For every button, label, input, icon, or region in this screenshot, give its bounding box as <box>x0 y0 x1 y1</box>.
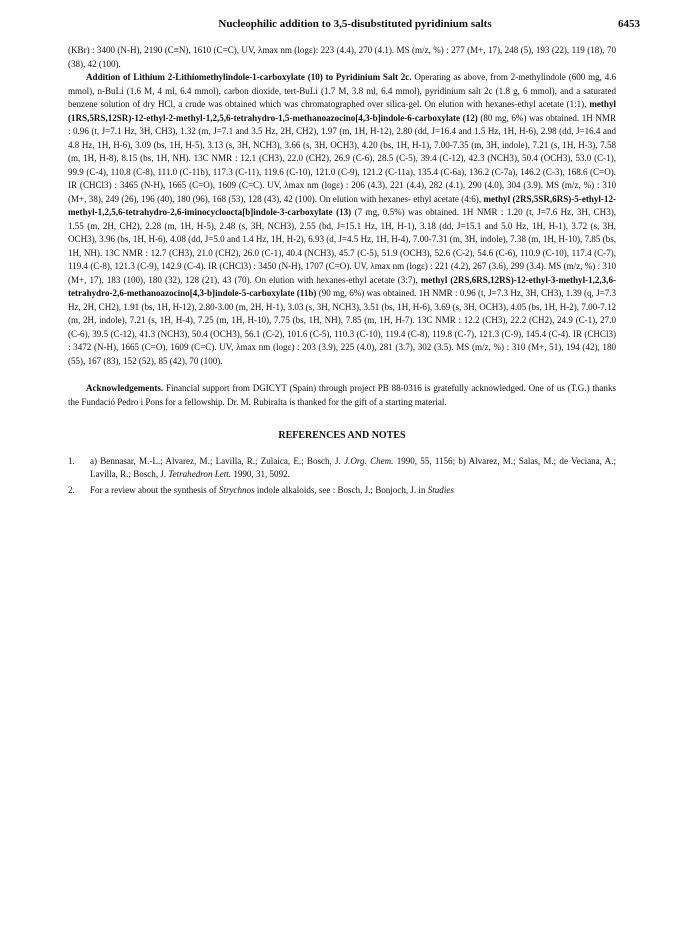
spectral-data-paragraph: (KBr) : 3400 (N-H), 2190 (C≡N), 1610 (C=C), UV, λmax nm (logε): 223 (4.4), 270 (4.1). MS (m/z, %) : 277 (M+, 17), 248 (5), 193 (22), 119 (18), 70 (38), 42 (100). <box>68 45 616 69</box>
experimental-paragraph <box>68 71 616 368</box>
section-heading: Addition of Lithium 2-Lithiomethylindole-1-carboxylate (10) to Pyridinium Salt 2c. <box>86 72 412 82</box>
acknowledgements-text: Financial support from DGICYT (Spain) through project PB 88-0316 is gratefully acknowledged. One of us (T.G.) thanks the Fundació Pedro i Pons for a fellowship. Dr. M. Rubiralta is thanked for the gift of a starting material. <box>68 383 616 407</box>
page-number: 6453 <box>618 18 640 30</box>
reference-number: 2. <box>68 484 75 495</box>
paragraph-text: (7 mg, 0.5%) was obtained. 1H NMR : 1.20 (t, J=7.6 Hz, 3H, CH3), 1.55 (m, 2H, CH2), 2.28 (m, 1H, H-5), 2.48 (s, 3H, NCH3), 2.55 (bd, J=15.1 Hz, 1H, H-1), 3.18 (dd, J=15.1 and 5.0 Hz, 1H, H-1), 3.72 (s, 3H, OCH3), 3.96 (bs, 1H, H-6), 4.08 (dd, J=5.0 and 1.4 Hz, 1H, H-2), 6.93 (d, J=4.5 Hz, 1H, H-4), 7.00-7.31 (m, 3H, indole), 7.38 (m, 1H, H-10), 7.85 (bs, 1H, NH). 13C NMR : 12.7 (CH3), 21.0 (CH2), 26.0 (C-1), 40.4 (NCH3), 45.7 (C-5), 51.9 (OCH3), 52.6 (C-2), 54.6 (C-6), 110.9 (C-10), 117.4 (C-7), 119.4 (C-8), 121.3 (C-9), 142.9 (C-4). IR (CHCl3) : 3450 (N-H), 1707 (C=O). UV, λmax nm (logε) : 221 (4.2), 267 (3.6), 299 (3.4). MS (m/z, %) : 310 (M+, 17), 183 (100), 180 (32), 128 (21), 43 (70). On elution with hexanes-ethyl acetate (3:7), <box>68 207 616 285</box>
reference-text <box>90 484 616 498</box>
reference-item <box>68 484 616 498</box>
acknowledgements-heading: Acknowledgements. <box>86 383 164 393</box>
reference-number: 1. <box>68 455 75 466</box>
article-body <box>68 44 616 499</box>
reference-part: 1990, 31, 5092. <box>231 469 290 479</box>
acknowledgements <box>68 382 616 409</box>
journal-name: J.Org. Chem. <box>344 455 394 466</box>
reference-part: 1990, 55, 1156; b) Alvarez, M.; Salas, M.; de Veciana, A.; Lavilla, R.; Bosch, J. <box>90 455 616 479</box>
compound-name-11b: methyl (2RS,6RS,12RS)-12-ethyl-3-methyl-1,2,3,6-tetrahydro-2,6-methanoazocino[4,3-b]indole-5-carboxylate (11b) <box>68 274 616 298</box>
journal-name: Tetrahedron Lett. <box>168 469 232 479</box>
reference-part: a) Bennasar, M.-L.; Alvarez, M.; Lavilla, R.; Zulaica, E.; Bosch, J. <box>90 455 345 466</box>
reference-part: indole alkaloids, see : Bosch, J.; Bonjoch, J. in <box>254 484 428 495</box>
book-series: Studies <box>427 484 454 495</box>
paragraph-text: (90 mg, 6%) was obtained. 1H NMR : 0.96 (t, J=7.3 Hz, 3H, CH3), 1.39 (q, J=7.3 Hz, 2H, CH2), 1.91 (bs, 1H, H-12), 2.80-3.00 (m, 2H, H-1), 3.03 (s, 3H, NCH3), 3.51 (bs, 1H, H-6), 3.69 (s, 3H, OCH3), 4.05 (bs, 1H, H-2), 7.00-7.12 (m, 2H, indole), 7.21 (s, 1H, H-4), 7.25 (m, 1H, H-10), 7.75 (bs, 1H, NH), 7.85 (m, 1H, H-7). 13C NMR : 12.2 (CH3), 22.2 (CH2), 24.9 (C-1), 27.0 (C-6), 39.5 (C-12), 41.3 (NCH3), 50.4 (OCH3), 56.1 (C-2), 101.6 (C-5), 110.3 (C-10), 119.4 (C-8), 119.8 (C-7), 121.3 (C-9), 145.4 (C-4). IR (CHCl3) : 3472 (N-H), 1665 (C=O), 1609 (C=C). UV, λmax nm (logε) : 203 (3.9), 225 (4.0), 281 (3.7), 302 (3.5). MS (m/z, %) : 310 (M+, 51), 194 (42), 180 (55), 167 (83), 152 (52), 85 (42), 70 (100). <box>68 288 616 366</box>
reference-text <box>90 455 616 482</box>
reference-item <box>68 455 616 482</box>
running-header <box>70 18 640 34</box>
compound-name-12: methyl (1RS,5RS,12SR)-12-ethyl-2-methyl-1,2,5,6-tetrahydro-1,5-methanoazocino[4,3-b]indole-6-carboxylate (12) <box>68 99 616 123</box>
compound-name-13: methyl (2RS,5SR,6RS)-5-ethyl-12-methyl-1,2,5,6-tetrahydro-2,6-iminocycloocta[b]indole-3-carboxylate (13) <box>68 193 616 217</box>
reference-part: For a review about the synthesis of <box>90 484 219 495</box>
references-heading: REFERENCES AND NOTES <box>278 430 406 441</box>
paragraph-text: Operating as above, from 2-methylindole (600 mg, 4.6 mmol), n-BuLi (1.6 M, 4 ml, 6.4 mmol), carbon dioxide, tert-BuLi (1.7 M, 3.8 ml, 6.4 mmol), pyridinium salt 2c (1.8 g, 6 mmol), and a saturated benzene solution of dry HCl, a crude was obtained which was chromatographed over silica-gel. On elution with hexanes-ethyl acetate (1:1), <box>68 72 616 109</box>
genus-name: Strychnos <box>218 484 255 495</box>
running-title: Nucleophilic addition to 3,5-disubstituted pyridinium salts <box>218 18 492 30</box>
paragraph-text: (80 mg, 6%) was obtained. 1H NMR : 0.96 (t, J=7.1 Hz, 3H, CH3), 1.32 (m, J=7.1 and 3.5 Hz, 2H, CH2), 1.97 (m, 1H, H-12), 2.80 (dd, J=16.4 and 1.5 Hz, 1H, H-6), 2.98 (dd, J=16.4 and 4.8 Hz, 1H, H-6), 3.09 (bs, 1H, H-5), 3.13 (s, 3H, NCH3), 3.66 (s, 3H, OCH3), 4.20 (bs, 1H, H-1), 7.00-7.35 (m, 3H, indole), 7.21 (s, 1H, H-3), 7.58 (m, 1H, H-8), 8.15 (bs, 1H, NH). 13C NMR : 12.1 (CH3), 22.0 (CH2), 26.9 (C-6), 28.5 (C-5), 39.4 (C-12), 42.3 (NCH3), 50.4 (OCH3), 53.0 (C-1), 99.9 (C-4), 110.8 (C-8), 111.0 (C-11b), 117.3 (C-11), 119.6 (C-10), 121.0 (C-9), 121.2 (C-11a), 135.4 (C-6a), 136.2 (C-7a), 146.2 (C-3), 168.6 (C=O). IR (CHCl3) : 3465 (N-H), 1665 (C=O), 1609 (C=C). UV, λmax nm (logε) : 206 (4.3), 221 (4.4), 282 (4.1), 290 (4.0), 304 (3.9). MS (m/z, %) : 310 (M+, 38), 249 (26), 196 (40), 180 (96), 168 (53), 128 (43), 42 (100). On elution with hexanes- ethyl acetate (4:6), <box>68 112 616 204</box>
